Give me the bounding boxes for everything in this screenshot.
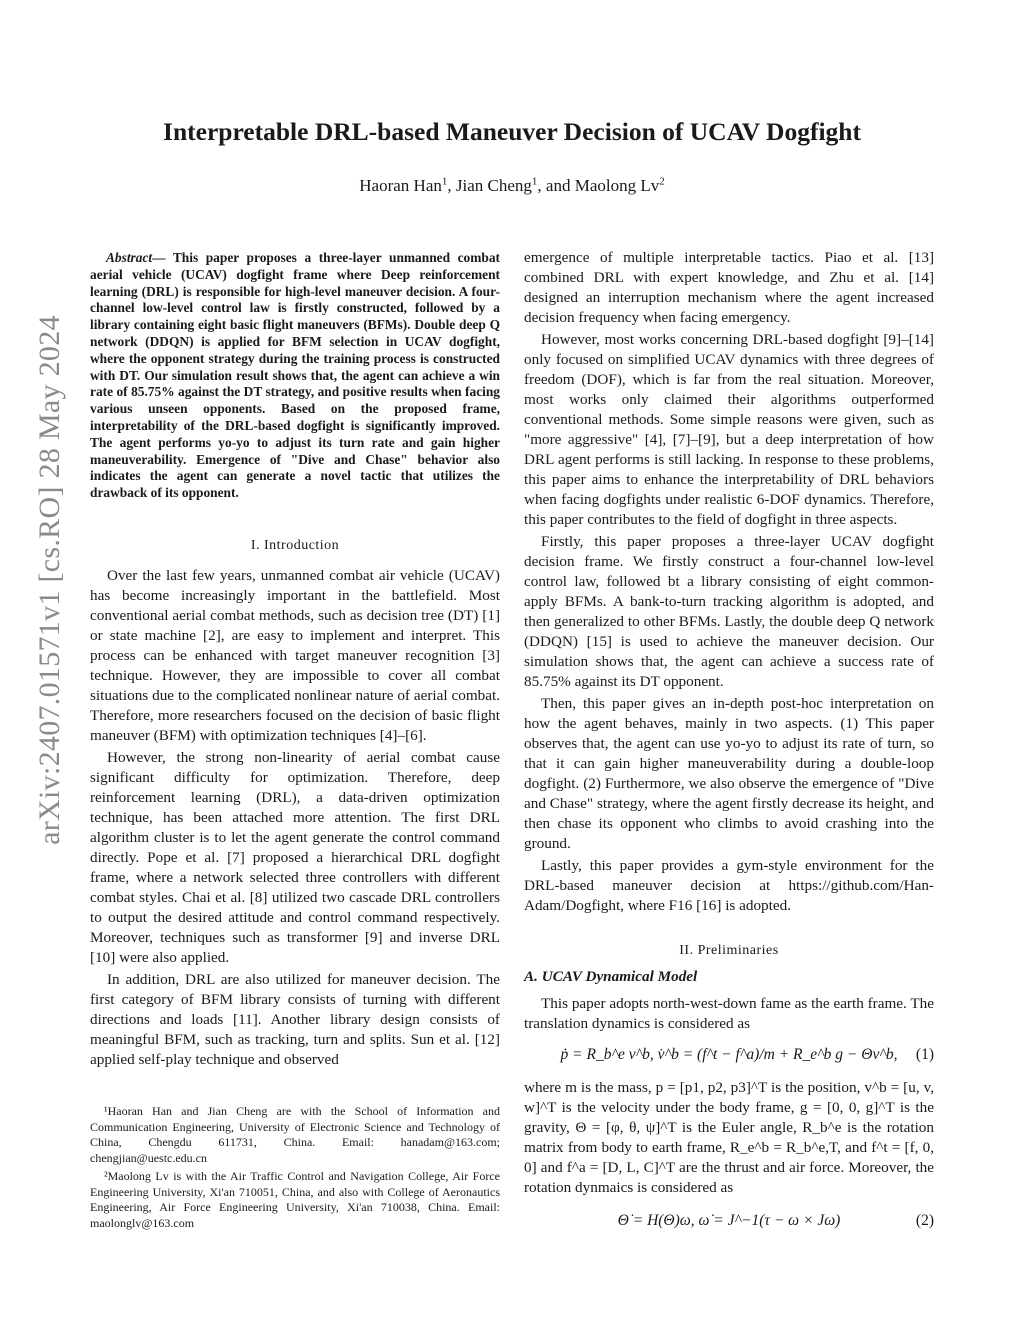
author-list [80, 176, 944, 196]
paragraph: This paper adopts north-west-down fame as the earth frame. The translation dynamics is considered as [524, 995, 934, 1032]
equation-number: (1) [915, 1046, 934, 1063]
right-column-body [524, 248, 934, 916]
author-name: Haoran Han [359, 176, 442, 195]
author-name: , and Maolong Lv [537, 176, 660, 195]
paragraph: Lastly, this paper provides a gym-style environment for the DRL-based maneuver decision at https://github.com/Han-Adam/Dogfight, where F16 [16] is adopted. [524, 857, 934, 914]
footnote: ¹Haoran Han and Jian Cheng are with the School of Information and Communication Engineering, University of Electronic Science and Technology of China, Chengdu 611731, China. Email: hanadam@163.com; chengjian@uestc.edu.cn [90, 1104, 500, 1165]
abstract-label: Abstract [106, 250, 153, 265]
equation-number: (2) [915, 1212, 934, 1229]
paper-title: Interpretable DRL-based Maneuver Decision of UCAV Dogfight [163, 117, 861, 146]
equation-2 [524, 1212, 934, 1230]
abstract-text: — This paper proposes a three-layer unmanned combat aerial vehicle (UCAV) dogfight frame where Deep reinforcement learning (DRL) is responsible for high-level maneuver decision. A four-channel low-level control law is firstly constructed, followed by a library containing eight basic flight maneuvers (BFMs). Double deep Q network (DDQN) is applied for BFM selection in UCAV dogfight, where the opponent strategy during the training process is constructed with DT. Our simulation result shows that, the agent can achieve a win rate of 85.75% against the DT strategy, and positive results when facing various unseen opponents. Based on the proposed frame, interpretability of the DRL-based dogfight is significantly improved. The agent performs yo-yo to adjust its turn rate and gain higher maneuverability. Emergence of "Dive and Chase" behavior also indicates the agent can generate a novel tactic that utilizes the drawback of its opponent. [90, 250, 500, 501]
footnote: ²Maolong Lv is with the Air Traffic Control and Navigation College, Air Force Engineering University, Xi'an 710051, China, and also with College of Aeronautics Engineering, Air Force Engineering University, Xi'an 710038, China. Email: maolonglv@163.com [90, 1169, 500, 1230]
affiliation-mark: 2 [659, 175, 665, 188]
preliminaries-intro [524, 994, 934, 1034]
preliminaries-definitions [524, 1078, 934, 1198]
paragraph: emergence of multiple interpretable tactics. Piao et al. [13] combined DRL with expert knowledge, and Zhu et al. [14] designed an interruption mechanism where the agent increased decision frequency when facing emergency. [524, 249, 934, 326]
affiliation-mark: 1 [441, 175, 448, 188]
abstract [90, 250, 500, 502]
paragraph: However, the strong non-linearity of aerial combat cause significant difficulty for optimization. Therefore, deep reinforcement learning (DRL), a data-driven optimization technique, has been attached more attention. The first DRL algorithm cluster is to let the agent generate the control command directly. Pope et al. [7] proposed a hierarchical DRL dogfight frame, where a network selected three controllers with different combat styles. Chai et al. [8] utilized two cascade DRL controllers to output the desired attitude and control command respectively. Moreover, techniques such as transformer [9] and inverse DRL [10] were also applied. [90, 749, 500, 966]
introduction-body [90, 566, 500, 1070]
section-heading-preliminaries: II. Preliminaries [679, 943, 779, 958]
footnotes [90, 1104, 500, 1231]
arxiv-identifier: arXiv:2407.01571v1 [cs.RO] 28 May 2024 [33, 315, 66, 845]
paragraph: In addition, DRL are also utilized for maneuver decision. The first category of BFM library consists of turning with different directions and loads [11]. Another library design consists of meaningful BFM, such as tracking, turn and splits. Sun et al. [12] applied self-play technique and observed [90, 971, 500, 1068]
subsection-heading: A. UCAV Dynamical Model [524, 968, 698, 985]
paragraph: where m is the mass, p = [p1, p2, p3]^T is the position, v^b = [u, v, w]^T is the velocity under the body frame, g = [0, 0, g]^T is the gravity, Θ = [φ, θ, ψ]^T is the Euler angle, R_b^e is the rotation matrix from body to earth frame, R_e^b = R_b^e,T, and f^t = [f, 0, 0] and f^a = [D, L, C]^T are the thrust and air force. Moreover, the rotation dynmaics is considered as [524, 1079, 934, 1196]
paragraph: Over the last few years, unmanned combat air vehicle (UCAV) has become increasingly important in the battlefield. Most conventional aerial combat methods, such as decision tree (DT) [1] or state machine [2], are easy to implement and interpret. This process can be enhanced with target maneuver recognition [3] technique. However, they are impossible to cover all combat situations due to the complicated nonlinear nature of aerial combat. Therefore, more researchers focused on the decision of basic flight maneuver (BFM) with optimization techniques [4]–[6]. [90, 567, 500, 744]
affiliation-mark: 1 [531, 175, 538, 188]
paragraph: Firstly, this paper proposes a three-layer UCAV dogfight decision frame. We firstly construct a four-channel low-level control law, followed bt a library consisting of eight common-apply BFMs. A bank-to-turn tracking algorithm is adopted, and then generalized to other BFMs. Lastly, the double deep Q network (DDQN) [15] is used to achieve the maneuver decision. Our simulation shows that, the agent can achieve a success rate of 85.75% against its DT opponent. [524, 533, 934, 690]
equation-1 [524, 1046, 934, 1064]
paragraph: However, most works concerning DRL-based dogfight [9]–[14] only focused on simplified UCAV dynamics with three degrees of freedom (DOF), which is far from the real situation. Moreover, most works only claimed their algorithms outperformed conventional methods. Some simple reasons were given, such as "more aggressive" [4], [7]–[9], but a deep interpretation of how DRL agent performs is still lacking. In response to these problems, this paper aims to enhance the interpretability of DRL behaviors when facing dogfights under realistic 6-DOF dynamics. Therefore, this paper contributes to the field of dogfight in three aspects. [524, 331, 934, 528]
author-name: , Jian Cheng [447, 176, 532, 195]
equation-content: Θ̇ = H(Θ)ω, ω̇ = J^−1(τ − ω × Jω) [617, 1212, 841, 1229]
equation-content: ṗ = R_b^e v^b, v̇^b = (f^t − f^a)/m + R_e^b g − Θv^b, [560, 1046, 898, 1063]
section-heading-introduction: I. Introduction [250, 538, 340, 553]
paragraph: Then, this paper gives an in-depth post-hoc interpretation on how the agent behaves, mainly in two aspects. (1) This paper observes that, the agent can use yo-yo to adjust its rate of turn, so that it can gain higher maneuverability during a double-loop dogfight. (2) Furthermore, we also observe the emergence of "Dive and Chase" strategy, where the agent firstly decrease its height, and then chase its opponent who climbs to avoid crashing into the ground. [524, 695, 934, 852]
